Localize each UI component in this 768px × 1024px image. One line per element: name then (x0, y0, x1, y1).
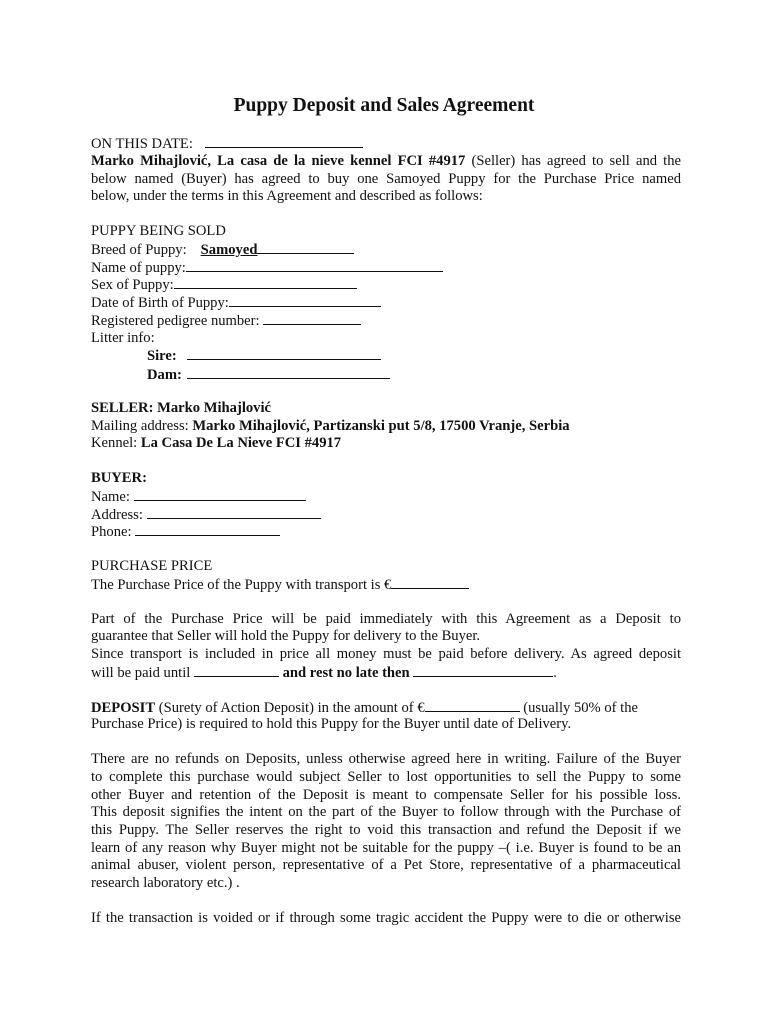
breed-value-text: Samoyed (200, 242, 258, 258)
seller-heading: SELLER: (91, 400, 154, 416)
purchase-p1-line-3: Since transport is included in price all money must be paid before delivery. As agreed deposit (91, 646, 681, 662)
sire-blank[interactable] (187, 347, 381, 360)
date-blank[interactable] (205, 135, 363, 148)
pedigree-line (91, 312, 681, 331)
document-title: Puppy Deposit and Sales Agreement (233, 95, 535, 116)
breed-blank[interactable] (257, 241, 354, 254)
purchase-p1-line-1: Part of the Purchase Price will be paid immediately with this Agreement as a Deposit to (91, 611, 681, 627)
purchase-p1-line-2: guarantee that Seller will hold the Puppy for delivery to the Buyer. (91, 628, 481, 644)
dam-blank[interactable] (187, 366, 390, 379)
voided-line: If the transaction is voided or if through some tragic accident the Puppy were to die or otherwise (91, 910, 681, 926)
dam-label: Dam: (147, 367, 182, 383)
deposit-heading: DEPOSIT (91, 700, 156, 716)
dob-line (91, 294, 681, 313)
buyer-name-blank[interactable] (134, 488, 306, 501)
refund-line-8: research laboratory etc.) . (91, 875, 240, 891)
breed-value (187, 242, 258, 258)
deposit-date-blank[interactable] (194, 664, 279, 677)
buyer-address-blank[interactable] (147, 506, 321, 519)
puppy-name-line (91, 259, 681, 278)
dob-label: Date of Birth of Puppy: (91, 295, 229, 311)
buyer-name-line (91, 488, 681, 507)
refund-line-5: this Puppy. The Seller reserves the right to void this transaction and refund the Deposit if we (91, 822, 681, 838)
purchase-p1-end: . (553, 665, 557, 681)
pedigree-label: Registered pedigree number: (91, 313, 264, 329)
kennel-label: Kennel: (91, 435, 141, 451)
puppy-name-label: Name of puppy: (91, 260, 186, 276)
refund-line-1: There are no refunds on Deposits, unless otherwise agreed here in writing. Failure of the Buyer (91, 751, 681, 767)
final-date-blank[interactable] (413, 664, 553, 677)
kennel-line (91, 435, 681, 453)
price-text: The Purchase Price of the Puppy with transport is € (91, 577, 392, 593)
deposit-amount-text: (Surety of Action Deposit) in the amount of € (155, 700, 425, 716)
refund-line-7: animal abuser, violent person, representative of a Pet Store, representative of a pharmaceutical (91, 857, 681, 873)
deposit-until-text: will be paid until (91, 665, 194, 681)
mailing-value: Marko Mihajlović, Partizanski put 5/8, 17500 Vranje, Serbia (192, 418, 570, 434)
buyer-phone-line (91, 523, 681, 542)
purchase-heading: PURCHASE PRICE (91, 558, 213, 574)
price-blank[interactable] (391, 576, 469, 589)
sex-blank[interactable] (174, 276, 357, 289)
price-line (91, 576, 681, 595)
mailing-label: Mailing address: (91, 418, 193, 434)
refund-line-3: other Buyer and retention of the Deposit is meant to compensate Seller for his possible loss. (91, 787, 681, 803)
intro-line-2: below named (Buyer) has agreed to buy one Samoyed Puppy for the Purchase Price named (91, 171, 681, 187)
deposit-amount-blank[interactable] (425, 699, 520, 712)
buyer-heading: BUYER: (91, 470, 147, 486)
buyer-address-label: Address: (91, 507, 147, 523)
sire-line (147, 347, 681, 366)
buyer-phone-label: Phone: (91, 524, 136, 540)
refund-line-4: This deposit signifies the intent on the part of the Buyer to follow through with the Purchase of (91, 804, 681, 820)
deposit-line-2: Purchase Price) is required to hold this Puppy for the Buyer until date of Delivery. (91, 716, 572, 732)
date-label: ON THIS DATE: (91, 136, 193, 152)
intro-line-1-rest: (Seller) has agreed to sell and the (465, 153, 682, 169)
puppy-name-blank[interactable] (186, 259, 443, 272)
litter-line: Litter info: (91, 330, 155, 346)
sex-line (91, 276, 681, 295)
deposit-line-1 (91, 699, 681, 718)
refund-line-2: to complete this purchase would subject Seller to lost opportunities to sell the Puppy to some (91, 769, 681, 785)
dam-line (147, 366, 681, 385)
purchase-p1-line-4 (91, 664, 681, 683)
refund-line-6: learn of any reason why Buyer might not be suitable for the puppy –( i.e. Buyer is found to be an (91, 840, 681, 856)
pedigree-blank[interactable] (263, 312, 361, 325)
seller-heading-line (91, 400, 681, 418)
breed-line (91, 241, 681, 260)
date-line (91, 135, 681, 154)
seller-name-kennel: Marko Mihajlović, La casa de la nieve kennel FCI #4917 (91, 153, 466, 169)
buyer-phone-blank[interactable] (135, 523, 280, 536)
mailing-line (91, 418, 681, 436)
intro-line-3: below, under the terms in this Agreement and described as follows: (91, 188, 483, 204)
deposit-line-1-end: (usually 50% of the (519, 700, 638, 716)
breed-label: Breed of Puppy: (91, 242, 187, 258)
buyer-name-label: Name: (91, 489, 134, 505)
intro-line-1 (91, 153, 681, 171)
puppy-heading: PUPPY BEING SOLD (91, 223, 226, 239)
sire-label: Sire: (147, 348, 177, 364)
rest-no-later-text: and rest no late then (278, 665, 414, 681)
kennel-value: La Casa De La Nieve FCI #4917 (140, 435, 342, 451)
dob-blank[interactable] (229, 294, 381, 307)
buyer-address-line (91, 506, 681, 525)
sex-label: Sex of Puppy: (91, 277, 174, 293)
seller-name: Marko Mihajlović (157, 400, 272, 416)
